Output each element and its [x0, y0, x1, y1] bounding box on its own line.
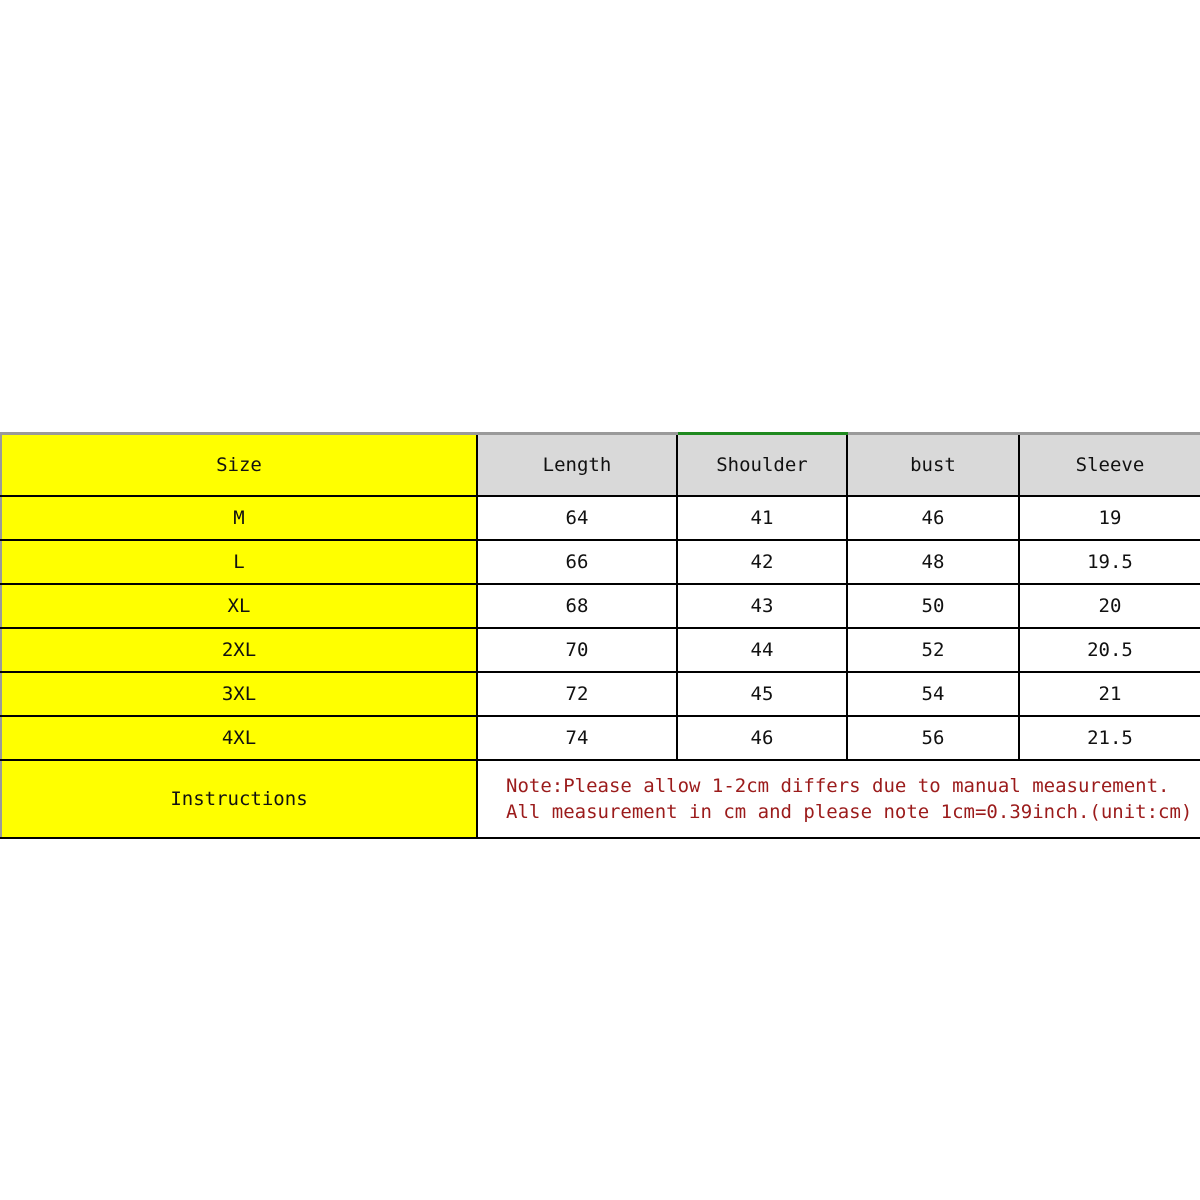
sleeve-cell: 19.5: [1019, 540, 1200, 584]
sleeve-cell: 19: [1019, 496, 1200, 540]
note-line: All measurement in cm and please note 1cm=0.39inch.(unit:cm): [506, 801, 1193, 823]
instructions-label: Instructions: [1, 760, 477, 838]
size-cell: XL: [1, 584, 477, 628]
bust-cell: 48: [847, 540, 1019, 584]
size-cell: 2XL: [1, 628, 477, 672]
size-cell: M: [1, 496, 477, 540]
length-cell: 64: [477, 496, 677, 540]
shoulder-cell: 42: [677, 540, 847, 584]
header-size: Size: [1, 434, 477, 497]
header-shoulder: Shoulder: [677, 434, 847, 497]
shoulder-cell: 43: [677, 584, 847, 628]
length-cell: 74: [477, 716, 677, 760]
header-length: Length: [477, 434, 677, 497]
measurement-note: [477, 760, 1200, 838]
bust-cell: 50: [847, 584, 1019, 628]
shoulder-cell: 45: [677, 672, 847, 716]
bust-cell: 56: [847, 716, 1019, 760]
table-row: [1, 496, 1200, 540]
instructions-row: [1, 760, 1200, 838]
table-row: [1, 628, 1200, 672]
table-row: [1, 540, 1200, 584]
table-row: [1, 716, 1200, 760]
length-cell: 66: [477, 540, 677, 584]
size-cell: 4XL: [1, 716, 477, 760]
sleeve-cell: 20: [1019, 584, 1200, 628]
size-chart-table: [0, 432, 1200, 839]
bust-cell: 52: [847, 628, 1019, 672]
length-cell: 68: [477, 584, 677, 628]
bust-cell: 46: [847, 496, 1019, 540]
sleeve-cell: 20.5: [1019, 628, 1200, 672]
header-sleeve: Sleeve: [1019, 434, 1200, 497]
sleeve-cell: 21.5: [1019, 716, 1200, 760]
note-line: Note:Please allow 1-2cm differs due to manual measurement.: [506, 775, 1170, 797]
shoulder-cell: 41: [677, 496, 847, 540]
table-row: [1, 672, 1200, 716]
size-cell: 3XL: [1, 672, 477, 716]
bust-cell: 54: [847, 672, 1019, 716]
header-row: [1, 434, 1200, 497]
length-cell: 72: [477, 672, 677, 716]
header-bust: bust: [847, 434, 1019, 497]
table-row: [1, 584, 1200, 628]
sleeve-cell: 21: [1019, 672, 1200, 716]
length-cell: 70: [477, 628, 677, 672]
shoulder-cell: 44: [677, 628, 847, 672]
shoulder-cell: 46: [677, 716, 847, 760]
size-cell: L: [1, 540, 477, 584]
